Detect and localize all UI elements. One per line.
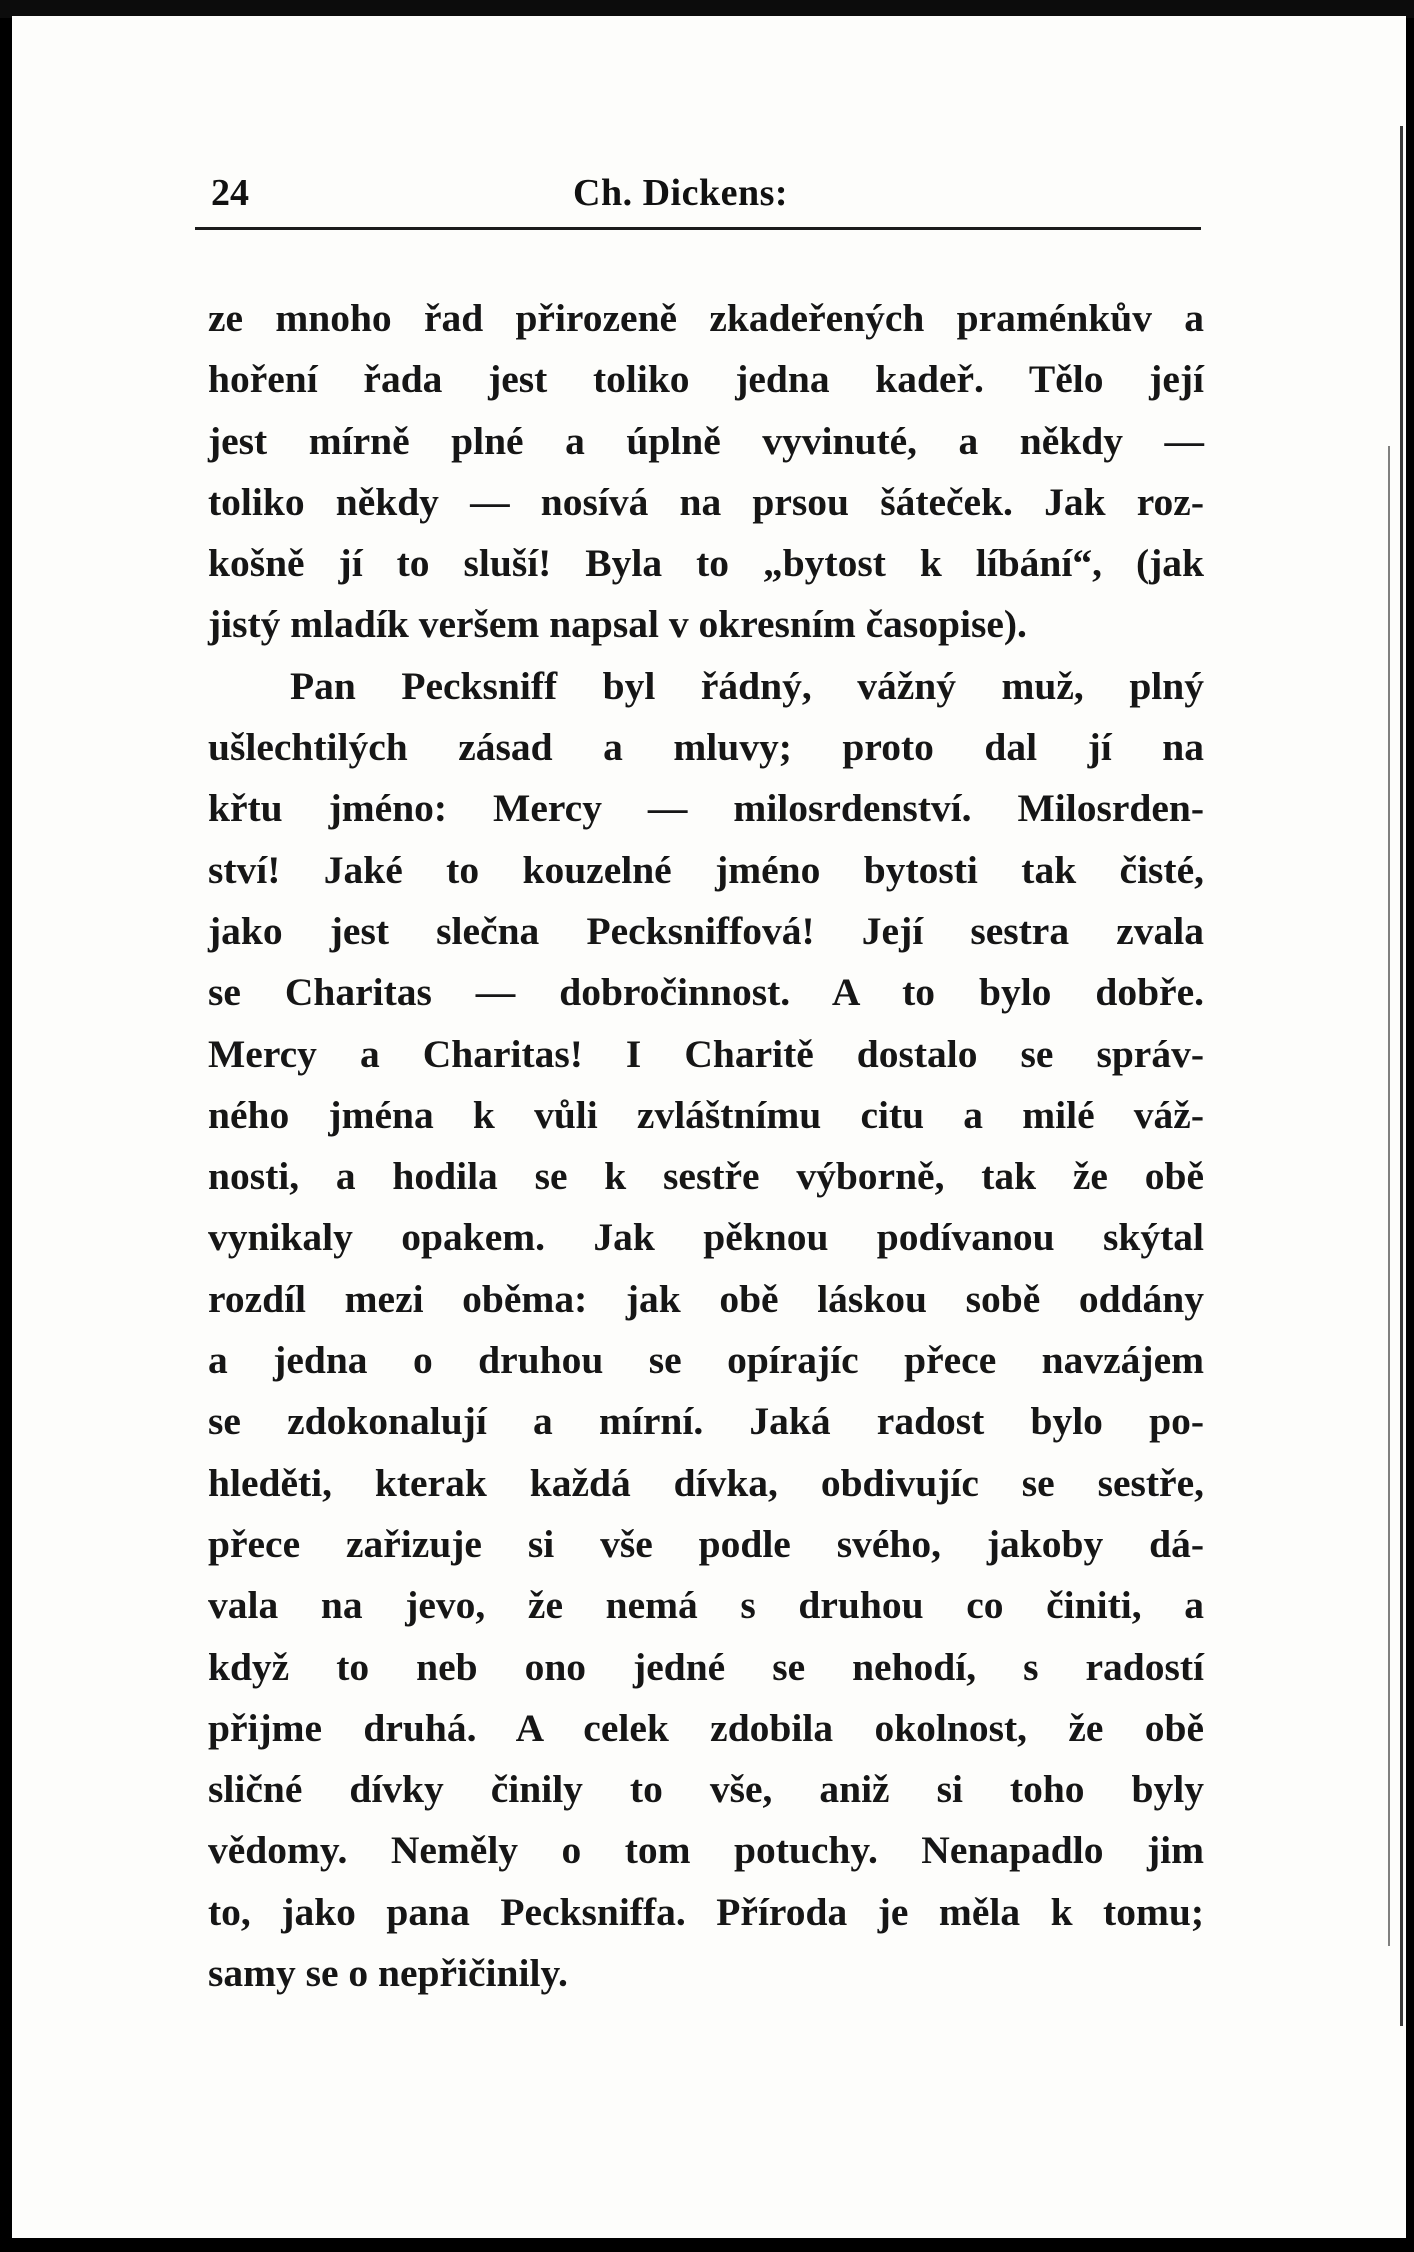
- text-line: hoření řada jest toliko jedna kadeř. Tělo její: [208, 357, 1204, 402]
- text-line: ného jména k vůli zvláštnímu citu a milé váž-: [208, 1092, 1204, 1137]
- text-line: nosti, a hodila se k sestře výborně, tak že obě: [208, 1154, 1204, 1199]
- text-line: rozdíl mezi oběma: jak obě láskou sobě oddány: [208, 1276, 1204, 1321]
- text-line: přijme druhá. A celek zdobila okolnost, že obě: [208, 1705, 1204, 1750]
- text-line: jest mírně plné a úplně vyvinuté, a někdy —: [208, 418, 1204, 463]
- body-text: [208, 288, 1204, 2004]
- header-rule: [195, 227, 1201, 230]
- text-line: ze mnoho řad přirozeně zkadeřených praménkův a: [208, 296, 1204, 340]
- page-gutter-edge: [1400, 126, 1403, 2026]
- running-head: [195, 168, 1201, 218]
- text-line: jako jest slečna Pecksniffová! Její sestra zvala: [208, 908, 1204, 953]
- text-line: hleděti, kterak každá dívka, obdivujíc se sestře,: [208, 1460, 1204, 1505]
- text-line: samy se o nepřičinily.: [208, 1951, 568, 1996]
- text-line: vynikaly opakem. Jak pěknou podívanou skýtal: [208, 1215, 1204, 1260]
- text-line: se Charitas — dobročinnost. A to bylo dobře.: [208, 970, 1204, 1015]
- text-line: ušlechtilých zásad a mluvy; proto dal jí na: [208, 725, 1204, 770]
- text-line: to, jako pana Pecksniffa. Příroda je měla k tomu;: [208, 1889, 1204, 1934]
- text-line: vala na jevo, že nemá s druhou co činiti, a: [208, 1583, 1204, 1628]
- text-line: sličné dívky činily to vše, aniž si toho byly: [208, 1767, 1204, 1812]
- text-line: když to neb ono jedné se nehodí, s radostí: [208, 1644, 1204, 1689]
- text-line: ství! Jaké to kouzelné jméno bytosti tak čisté,: [208, 847, 1204, 892]
- text-line: křtu jméno: Mercy — milosrdenství. Milosrden-: [208, 786, 1204, 831]
- text-line: vědomy. Neměly o tom potuchy. Nenapadlo jim: [208, 1828, 1204, 1873]
- text-line: přece zařizuje si vše podle svého, jakoby dá-: [208, 1521, 1204, 1566]
- page-number: 24: [211, 172, 249, 214]
- text-line: Pan Pecksniff byl řádný, vážný muž, plný: [290, 663, 1204, 708]
- page-gutter-edge-inner: [1388, 446, 1390, 1946]
- text-line: košně jí to sluší! Byla to „bytost k líbání“, (jak: [208, 541, 1204, 586]
- text-line: toliko někdy — nosívá na prsou šáteček. Jak roz-: [208, 479, 1204, 524]
- running-title: Ch. Dickens:: [573, 172, 789, 214]
- text-line: a jedna o druhou se opírajíc přece navzájem: [208, 1338, 1204, 1383]
- text-line: se zdokonalují a mírní. Jaká radost bylo po-: [208, 1399, 1204, 1444]
- text-line: jistý mladík veršem napsal v okresním časopise).: [208, 602, 1027, 647]
- text-line: Mercy a Charitas! I Charitě dostalo se správ-: [208, 1031, 1204, 1076]
